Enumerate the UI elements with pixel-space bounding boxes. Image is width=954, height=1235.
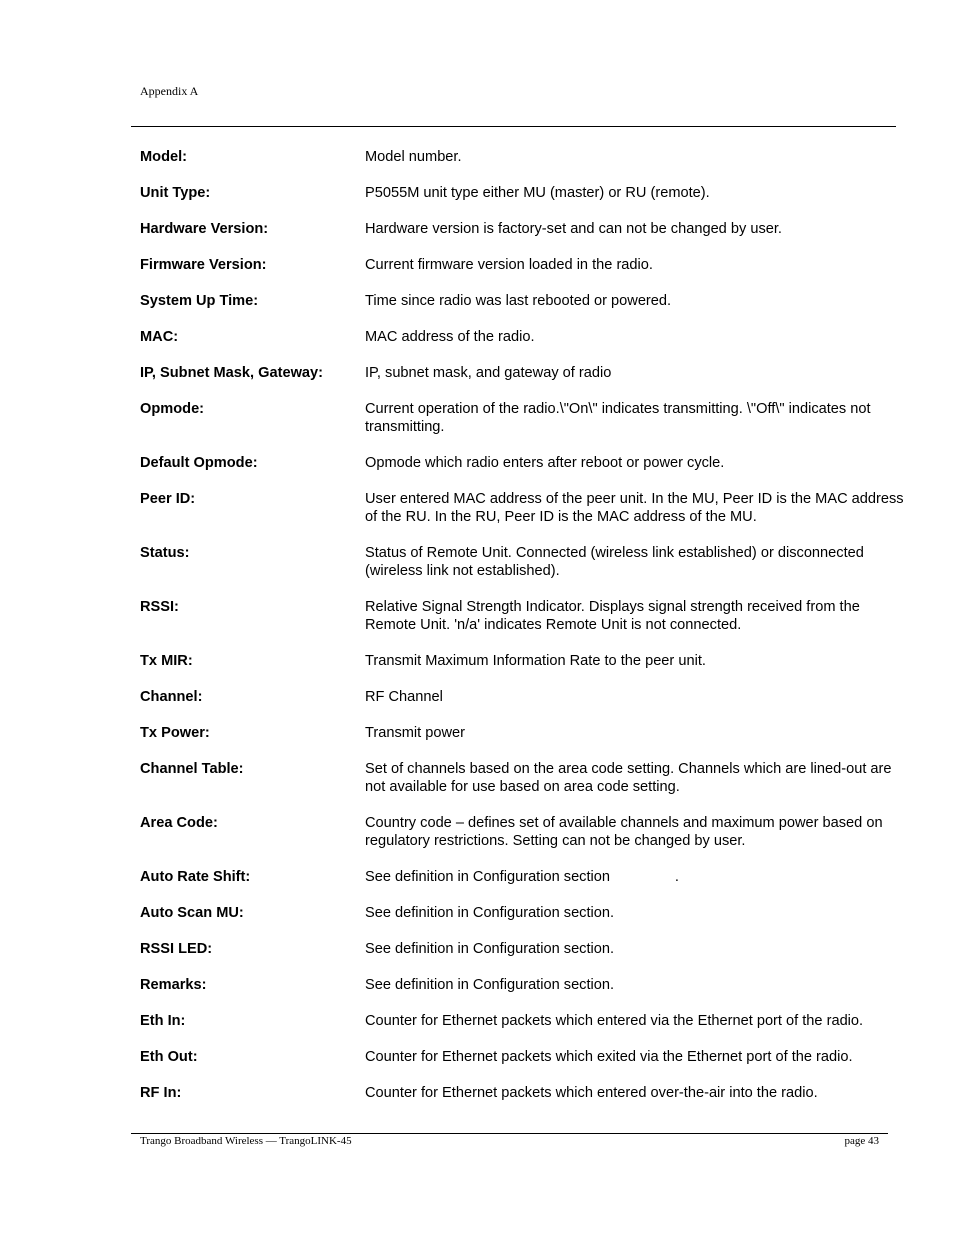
header-rule — [131, 126, 896, 127]
definition-description: Counter for Ethernet packets which exited via the Ethernet port of the radio. — [365, 1049, 853, 1065]
definition-term: Default Opmode: — [140, 455, 258, 471]
definition-term: Auto Rate Shift: — [140, 869, 251, 885]
definition-entry — [140, 255, 905, 291]
definition-term: Auto Scan MU: — [140, 905, 244, 921]
definition-description: Status of Remote Unit. Connected (wireless link established) or disconnected (wireless link not established). — [365, 545, 864, 579]
definition-term: RF In: — [140, 1085, 182, 1101]
definition-description: Country code – defines set of available channels and maximum power based on regulatory restrictions. Setting can not be changed by user. — [365, 815, 883, 849]
definition-description: Relative Signal Strength Indicator. Displays signal strength received from the Remote Unit. 'n/a' indicates Remote Unit is not connected. — [365, 599, 860, 633]
definition-term: IP, Subnet Mask, Gateway: — [140, 365, 324, 381]
definition-term: Remarks: — [140, 977, 207, 993]
footer-page-number: page 43 — [844, 1135, 879, 1147]
definition-description: MAC address of the radio. — [365, 329, 535, 345]
definition-entry — [140, 939, 905, 975]
definition-entry — [140, 759, 905, 813]
definition-term: Channel: — [140, 689, 203, 705]
definition-term: MAC: — [140, 329, 179, 345]
definition-entry — [140, 327, 905, 363]
definition-entry — [140, 219, 905, 255]
definition-entry — [140, 975, 905, 1011]
definition-term: RSSI: — [140, 599, 179, 615]
definition-description: Current firmware version loaded in the radio. — [365, 257, 653, 273]
definition-entry — [140, 597, 905, 651]
definition-description: Transmit Maximum Information Rate to the peer unit. — [365, 653, 706, 669]
definition-entry — [140, 489, 905, 543]
definition-entry — [140, 1011, 905, 1047]
definition-term: Peer ID: — [140, 491, 196, 507]
definition-description: Time since radio was last rebooted or powered. — [365, 293, 672, 309]
definition-term: Model: — [140, 149, 188, 165]
definition-list — [140, 147, 905, 1119]
footer-rule — [131, 1133, 888, 1134]
definition-description: Current operation of the radio.\"On\" indicates transmitting. \"Off\" indicates not transmitting. — [365, 401, 871, 435]
definition-description: P5055M unit type either MU (master) or RU (remote). — [365, 185, 710, 201]
definition-entry — [140, 291, 905, 327]
definition-entry — [140, 399, 905, 453]
definition-entry — [140, 453, 905, 489]
definition-description: See definition in Configuration section. — [365, 905, 615, 921]
definition-entry — [140, 147, 905, 183]
definition-description: Opmode which radio enters after reboot or power cycle. — [365, 455, 725, 471]
definition-entry — [140, 867, 905, 903]
page-header-section: Appendix A — [140, 84, 199, 98]
footer-document-title: Trango Broadband Wireless — TrangoLINK-45 — [140, 1135, 352, 1147]
definition-description: Counter for Ethernet packets which entered via the Ethernet port of the radio. — [365, 1013, 864, 1029]
definition-term: Firmware Version: — [140, 257, 267, 273]
definition-entry — [140, 687, 905, 723]
definition-entry — [140, 363, 905, 399]
definition-term: Eth In: — [140, 1013, 186, 1029]
definition-term: Eth Out: — [140, 1049, 198, 1065]
definition-description: See definition in Configuration section. — [365, 941, 615, 957]
definition-description: RF Channel — [365, 689, 443, 705]
definition-description: See definition in Configuration section . — [365, 869, 679, 885]
definition-entry — [140, 723, 905, 759]
definition-entry — [140, 813, 905, 867]
definition-term: Tx Power: — [140, 725, 210, 741]
definition-entry — [140, 183, 905, 219]
definition-term: Channel Table: — [140, 761, 244, 777]
definition-term: Status: — [140, 545, 190, 561]
definition-description: IP, subnet mask, and gateway of radio — [365, 365, 612, 381]
definition-entry — [140, 651, 905, 687]
definition-description: See definition in Configuration section. — [365, 977, 615, 993]
definition-description: User entered MAC address of the peer unit. In the MU, Peer ID is the MAC address of the RU. In the RU, Peer ID is the MAC address of the MU. — [365, 491, 904, 525]
definition-entry — [140, 1083, 905, 1119]
definition-description: Model number. — [365, 149, 462, 165]
definition-term: Area Code: — [140, 815, 218, 831]
definition-term: RSSI LED: — [140, 941, 213, 957]
definition-term: Unit Type: — [140, 185, 211, 201]
definition-term: System Up Time: — [140, 293, 259, 309]
definition-term: Tx MIR: — [140, 653, 193, 669]
definition-entry — [140, 903, 905, 939]
definition-entry — [140, 1047, 905, 1083]
definition-description: Transmit power — [365, 725, 466, 741]
definition-term: Hardware Version: — [140, 221, 269, 237]
definition-term: Opmode: — [140, 401, 205, 417]
definition-description: Set of channels based on the area code setting. Channels which are lined-out are not available for use based on area code setting. — [365, 761, 892, 795]
definition-description: Hardware version is factory-set and can not be changed by user. — [365, 221, 782, 237]
definition-description: Counter for Ethernet packets which entered over-the-air into the radio. — [365, 1085, 818, 1101]
definition-entry — [140, 543, 905, 597]
